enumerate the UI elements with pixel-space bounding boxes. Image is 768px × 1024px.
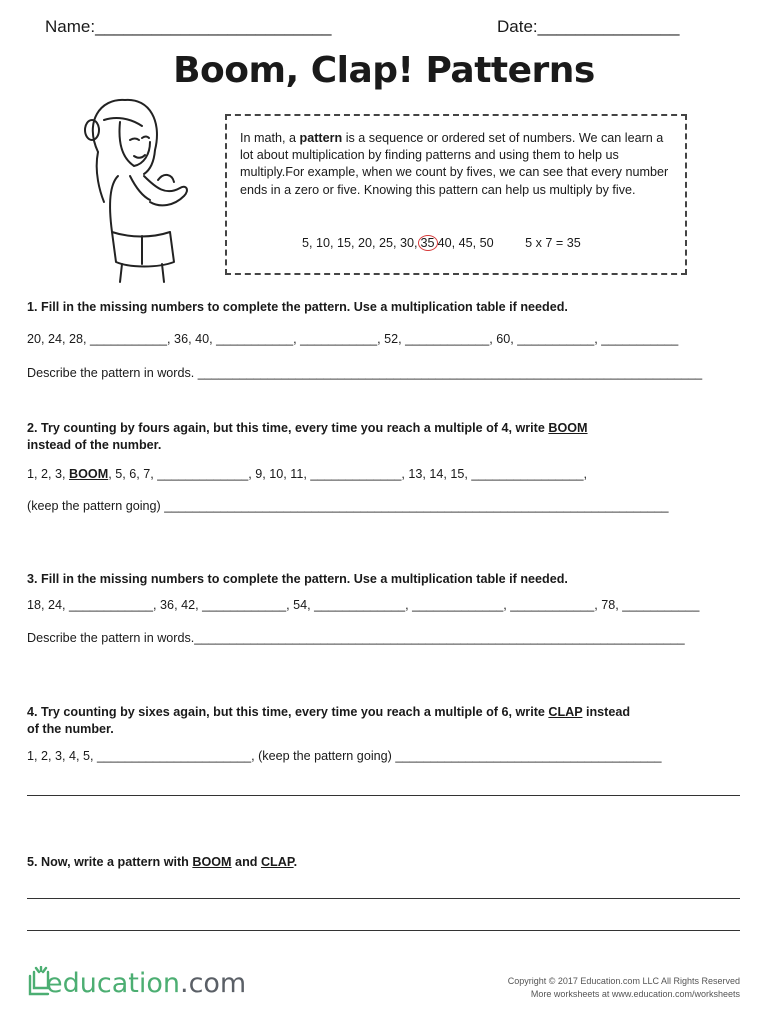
question-4-prompt-text-2: instead [582,705,631,719]
question-4-prompt-text: 4. Try counting by sixes again, but this time, every time you reach a multiple of 6, write [27,705,549,719]
circled-number: 35 [418,235,438,251]
logo-text: education [46,968,180,999]
question-5-prompt-mid: and [231,855,261,869]
clap-word: CLAP [548,705,583,719]
question-2-keep-going[interactable]: (keep the pattern going) ________________________________________________________________________ [27,499,669,513]
intro-text: In math, a [240,131,300,145]
question-1-describe[interactable]: Describe the pattern in words. ________________________________________________________________________ [27,366,703,380]
question-4-prompt-text-3: of the number. [27,722,114,736]
fives-sequence [240,235,672,251]
education-logo [46,968,246,999]
question-4-sequence[interactable]: 1, 2, 3, 4, 5, ______________________, (keep the pattern going) ______________________________________ [27,749,662,763]
question-5-prompt [27,854,297,871]
sequence-start: 1, 2, 3, [27,467,70,481]
date-field-label: Date:_______________ [497,17,680,36]
clap-word: CLAP [260,855,294,869]
girl-clapping-illustration [70,92,200,287]
question-3-describe[interactable]: Describe the pattern in words.______________________________________________________________________ [27,631,685,645]
page-title: Boom, Clap! Patterns [173,50,595,91]
sequence-rest: , 5, 6, 7, _____________, 9, 10, 11, _____________, 13, 14, 15, ________________, [108,467,587,481]
answer-line[interactable] [27,795,740,796]
intro-text-rest: is a sequence or ordered set of numbers. We can learn a lot about multiplication by finding patterns and using them to help us multiply.For example, when we count by fives, we can see that every number ends in a zero or five. Knowing this pattern can help us multiply by five. [240,131,669,197]
answer-line[interactable] [27,930,740,931]
question-5-prompt-text: 5. Now, write a pattern with [27,855,193,869]
question-3-sequence[interactable]: 18, 24, ____________, 36, 42, ____________, 54, _____________, _____________, ____________, 78, ___________ [27,598,700,612]
question-3-prompt: 3. Fill in the missing numbers to complete the pattern. Use a multiplication table if needed. [27,572,568,586]
question-2-sequence[interactable] [27,467,587,481]
boom-word: BOOM [69,467,109,481]
logo-suffix: .com [179,968,247,999]
example-equation: 5 x 7 = 35 [525,236,581,250]
intro-bold-term: pattern [299,131,343,145]
question-1-prompt: 1. Fill in the missing numbers to complete the pattern. Use a multiplication table if needed. [27,300,568,314]
name-field-label: Name:_________________________ [45,17,332,36]
boom-word: BOOM [192,855,232,869]
sequence-end: 40, 45, 50 [437,236,494,250]
question-5-prompt-end: . [293,855,298,869]
question-4-prompt [27,704,630,738]
question-1-sequence[interactable]: 20, 24, 28, ___________, 36, 40, ___________, ___________, 52, ____________, 60, ___________, ___________ [27,332,679,346]
copyright-text: Copyright © 2017 Education.com LLC All Rights Reserved [507,976,740,986]
question-2-prompt-text-2: instead of the number. [27,438,162,452]
question-2-prompt-text: 2. Try counting by fours again, but this time, every time you reach a multiple of 4, write [27,421,549,435]
sequence-start: 5, 10, 15, 20, 25, 30, [302,236,418,250]
copyright-block [508,975,740,1001]
answer-line[interactable] [27,898,740,899]
intro-paragraph [240,130,672,199]
question-2-prompt [27,420,588,454]
more-worksheets-link[interactable]: More worksheets at www.education.com/worksheets [530,989,740,999]
boom-word: BOOM [548,421,588,435]
